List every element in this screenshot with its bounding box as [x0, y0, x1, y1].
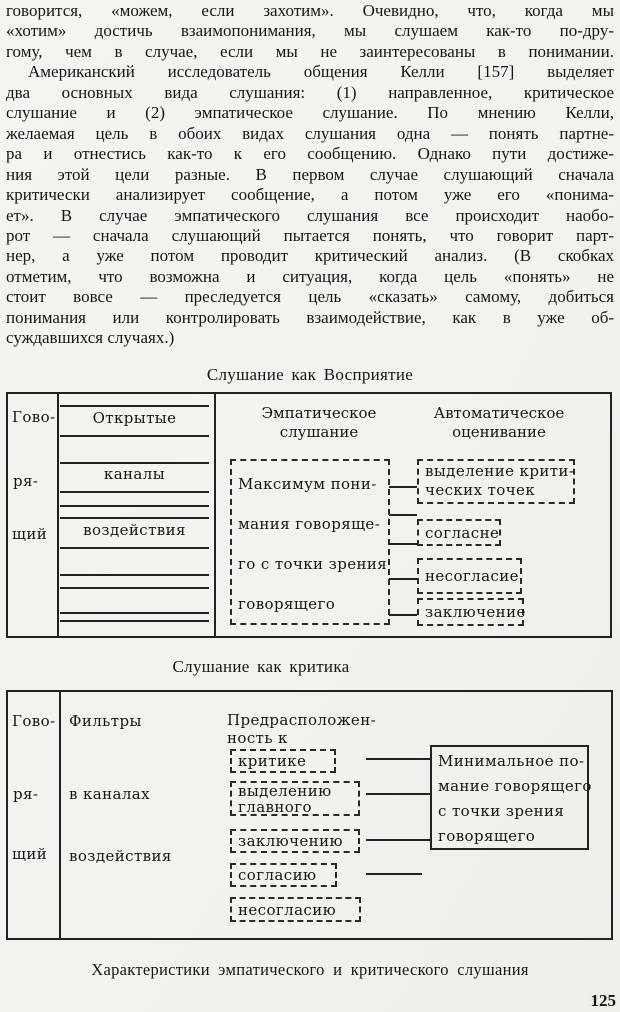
main-point-box [230, 781, 360, 816]
channel-label: каналы [103, 465, 166, 483]
heading-line: ность к [227, 729, 288, 747]
header-line: оценивание [452, 423, 546, 441]
body-text-line: суждавшихся случаях.) [6, 328, 175, 348]
speaker-label: Гово- [12, 712, 56, 730]
connector-line [389, 543, 417, 545]
box-text-line: выделение крити- [425, 462, 575, 480]
criticism-box [230, 749, 336, 773]
figure2-divider-line [59, 692, 61, 938]
agreement-box [230, 863, 337, 887]
speaker-label: щий [12, 525, 48, 543]
conclusion-box [230, 829, 360, 853]
conclusion-box [417, 598, 524, 626]
body-text-line: ния этой цели разные. В первом случае слушающий сначала [6, 164, 614, 184]
body-text [6, 1, 614, 349]
body-text-line: ет». В случае эмпатического слушания все происходит наобо- [6, 205, 614, 225]
channel-label: Открытые [92, 409, 177, 427]
channel-line [60, 620, 209, 622]
figures-common-caption: Характеристики эмпатического и критического слушания [91, 960, 529, 979]
body-text-line: нер, а уже потом проводит критический анализ. (В скобках [6, 246, 614, 266]
body-text-line: рот — сначала слушающий пытается понять, что говорит парт- [6, 225, 614, 245]
figure2-listening-as-criticism [6, 690, 613, 940]
box-text-line: с точки зрения [438, 802, 565, 820]
filters-label: Фильтры [69, 712, 142, 730]
connector-line [389, 614, 417, 616]
box-text-line: Минимальное по- [438, 752, 585, 770]
box-text-line: заключению [238, 832, 343, 850]
body-text-line: критически анализирует сообщение, а потом уже его «понима- [6, 185, 614, 205]
connector-line [389, 514, 417, 516]
heading-line: Предрасположен- [227, 711, 377, 729]
disagreement-box [417, 558, 522, 594]
connector-line [366, 793, 430, 795]
figure1-caption: Слушание как Восприятие [206, 365, 414, 384]
channel-line [60, 547, 209, 549]
figure1-divider-line [57, 394, 59, 636]
max-understanding-box [230, 459, 390, 625]
empathic-listening-header [239, 404, 399, 442]
automatic-evaluation-header [414, 404, 584, 442]
body-text-line: говорится, «можем, если захотим». Очевидно, что, когда мы [6, 1, 614, 20]
box-text-line: го с точки зрения [238, 555, 388, 573]
speaker-label: ря- [13, 785, 39, 803]
box-text-line: выделению [238, 782, 332, 800]
box-text-line: несогласие [425, 567, 519, 585]
connector-line [366, 758, 430, 760]
disagreement-box [230, 897, 361, 922]
box-text-line: мание говорящего [438, 777, 592, 795]
predisposition-heading [227, 711, 376, 747]
body-text-line: стоит вовсе — преследуется цель «сказать» самому, добиться [6, 287, 614, 307]
body-text-line: ра и отнестись как-то к его сообщению. Однако пути достиже- [6, 144, 614, 164]
channel-line [60, 517, 209, 519]
box-text-line: мания говоряще- [238, 515, 381, 533]
header-line: слушание [279, 423, 359, 441]
header-line: Эмпатическое [261, 404, 377, 422]
channel-line [60, 574, 209, 576]
channel-line [60, 435, 209, 437]
body-text-line: желаемая цель в обоих видах слушания одна — понять партне- [6, 123, 614, 143]
connector-line [366, 839, 430, 841]
speaker-label: Гово- [12, 408, 56, 426]
minimal-understanding-box [430, 745, 592, 850]
figure1-divider-line [214, 394, 216, 636]
box-text-line: критике [238, 752, 307, 770]
body-text-line: слушание и (2) эмпатическое слушание. По мнению Келли, [6, 103, 614, 123]
connector-line [389, 486, 417, 488]
body-text-line: два основных вида слушания: (1) направленное, критическое [6, 82, 614, 102]
body-text-line: отметим, что возможна и ситуация, когда цель «понять» не [6, 266, 614, 286]
speaker-label: щий [12, 845, 48, 863]
filters-label: в каналах [69, 785, 151, 803]
box-text-line: говорящего [238, 595, 336, 613]
channel-line [60, 491, 209, 493]
channel-line [60, 505, 209, 507]
channel-line [60, 405, 209, 407]
connector-line [389, 578, 417, 580]
box-text-line: ческих точек [425, 481, 536, 499]
body-text-line: гому, чем в случае, если мы не заинтересованы в понимании. [6, 41, 614, 61]
figure2-caption: Слушание как критика [172, 657, 350, 676]
header-line: Автоматическое [433, 404, 565, 422]
box-text-line: заключение [425, 603, 526, 621]
speaker-label: ря- [13, 472, 39, 490]
agreement-box [417, 519, 501, 546]
filters-label: воздействия [69, 847, 172, 865]
box-text-line: говорящего [438, 827, 536, 845]
box-text-line: несогласию [238, 901, 337, 919]
body-text-line: «хотим» достичь взаимопонимания, мы слушаем как-то по-дру- [6, 21, 614, 41]
page-number: 125 [590, 991, 616, 1010]
box-text-line: главного [238, 798, 312, 816]
box-text-line: согласию [238, 866, 317, 884]
box-text-line: согласне [425, 524, 500, 542]
channel-line [60, 612, 209, 614]
channel-line [60, 462, 209, 464]
figure1-listening-as-perception [6, 392, 612, 638]
connector-line [366, 873, 422, 875]
critical-points-box [417, 459, 575, 504]
channel-line [60, 587, 209, 589]
body-text-line: Американский исследователь общения Келли [157] выделяет [28, 62, 614, 82]
body-text-line: понимания или контролировать взаимодействие, как в уже об- [6, 307, 614, 327]
channel-label: воздействия [83, 521, 186, 539]
box-text-line: Максимум пони- [238, 475, 377, 493]
